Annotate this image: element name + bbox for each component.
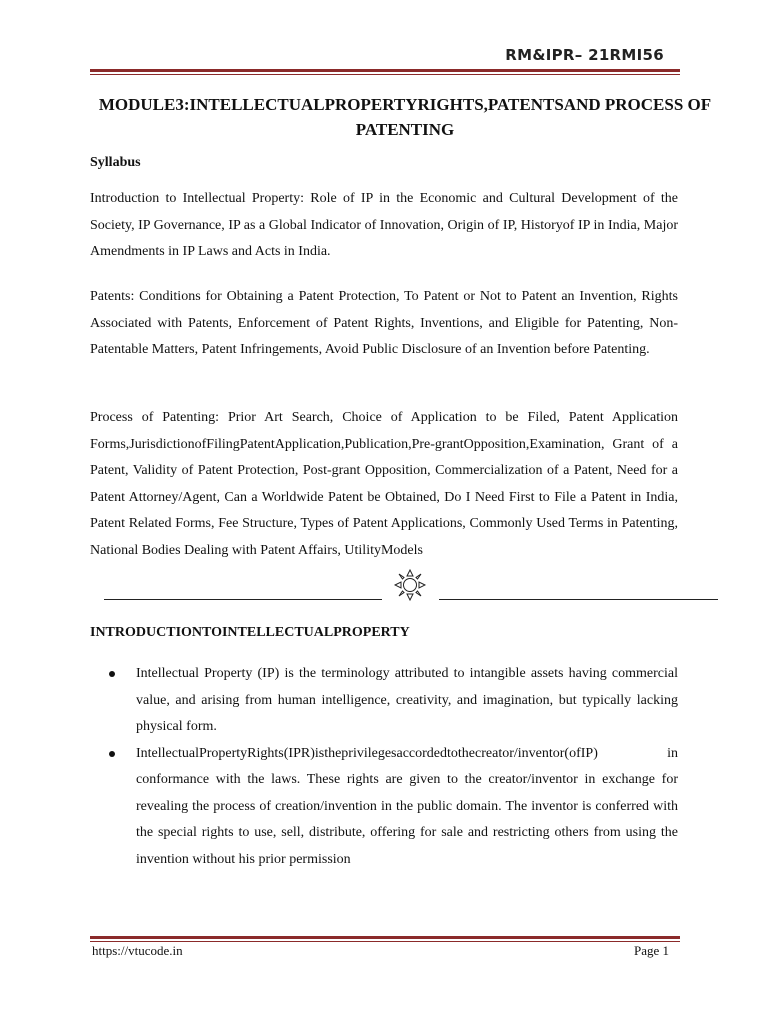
syllabus-label: Syllabus [90,155,141,170]
header-rule [90,69,680,75]
syllabus-paragraph: Patents: Conditions for Obtaining a Patent Protection, To Patent or Not to Patent an Invention, Rights Associated with Patents, Enforcement of Patent Rights, Inventions, and Eligible for Patenting, Non-Patentable Matters, Patent Infringements, Avoid Public Disclosure of an Invention before Patenting. [90,289,678,357]
bullet-icon [109,751,115,757]
sun-icon [394,568,426,607]
footer-rule [90,936,680,942]
list-item-text: IntellectualPropertyRights(IPR)istheprivilegesaccordedtothecreator/inventor(ofIP) in conformance with the laws. These rights are given to the creator/inventor in exchange for revealing the process of creation/invention in the public domain. The inventor is conferred with the special rights to use, sell, distribute, offering for sale and restricting others from using the invention without his prior permission [136,745,678,867]
section-heading: INTRODUCTIONTOINTELLECTUALPROPERTY [90,625,410,640]
bullet-icon [109,671,115,677]
syllabus-paragraph: Introduction to Intellectual Property: Role of IP in the Economic and Cultural Development of the Society, IP Governance, IP as a Global Indicator of Innovation, Origin of IP, Historyof IP in India, Major Amendments in IP Laws and Acts in India. [90,191,678,259]
syllabus-paragraph: Process of Patenting: Prior Art Search, Choice of Application to be Filed, Patent Application Forms,JurisdictionofFilingPatentApplication,Publication,Pre-grantOpposition,Examination, Grant of a Patent, Validity of Patent Protection, Post-grant Opposition, Commercialization of a Patent, Need for a Patent Attorney/Agent, Can a Worldwide Patent be Obtained, Do I Need First to File a Patent in India, Patent Related Forms, Fee Structure, Types of Patent Applications, Commonly Used Terms in Patenting, National Bodies Dealing with Patent Affairs, UtilityModels [90,410,678,558]
header-code: RM&IPR– 21RMI56 [505,46,664,64]
list-item-text: Intellectual Property (IP) is the terminology attributed to intangible assets having commercial value, and arising from human intelligence, creativity, and imagination, but typically lacking physical form. [136,666,678,734]
separator-line-right [439,599,718,600]
footer-url[interactable]: https://vtucode.in [92,943,183,958]
separator-line-left [104,599,382,600]
page-number: Page 1 [633,943,669,958]
bullet-list [90,661,678,873]
list-item [90,741,678,874]
list-item [90,661,678,741]
page-title: MODULE3:INTELLECTUALPROPERTYRIGHTS,PATENTSAND PROCESS OF PATENTING [98,95,712,139]
